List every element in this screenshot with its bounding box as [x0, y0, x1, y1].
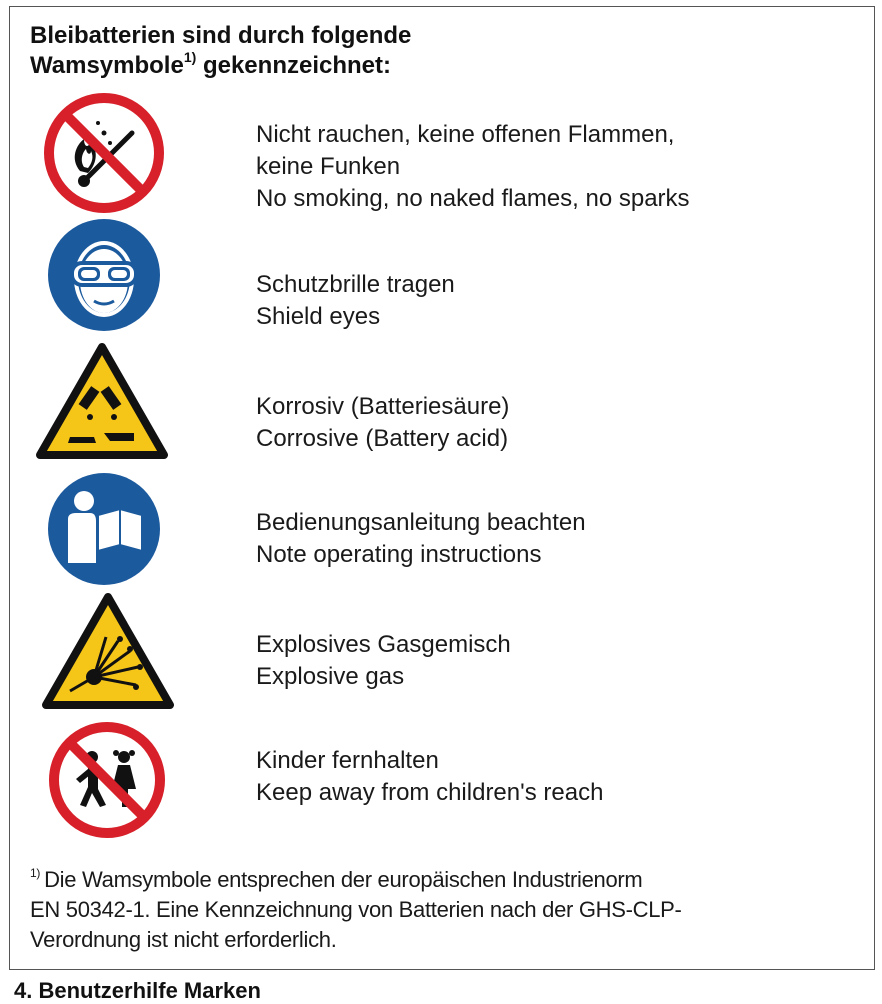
footnote-text: Die Wamsymbole entsprechen der europäischen Industrienorm: [44, 867, 643, 892]
footnote-line-2: EN 50342-1. Eine Kennzeichnung von Batterien nach der GHS-CLP-: [30, 897, 682, 922]
footnote-marker: 1): [30, 865, 41, 880]
sign-text-line: Corrosive (Battery acid): [256, 425, 509, 452]
footnote-line-3: Verordnung ist nicht erforderlich.: [30, 927, 337, 952]
heading-word: Wamsymbole: [30, 52, 184, 79]
panel-heading: [30, 21, 411, 81]
sign-text-explosive-gas: [256, 629, 511, 693]
heading-footnote-marker: 1): [183, 49, 197, 65]
footnote-line-1: [30, 865, 682, 895]
eye-protection-icon: [46, 217, 162, 333]
warning-symbols-panel: [9, 6, 875, 970]
sign-text-read-manual: [256, 507, 586, 571]
sign-text-line: keine Funken: [256, 153, 401, 180]
footnote: [30, 865, 682, 955]
explosive-warning-icon: [40, 591, 176, 711]
sign-text-line: Nicht rauchen, keine offenen Flammen,: [256, 121, 675, 148]
sign-text-line: Explosives Gasgemisch: [256, 631, 511, 658]
keep-children-away-icon: [48, 721, 166, 839]
sign-text-line: Note operating instructions: [256, 541, 542, 568]
no-smoking-flames-icon: [44, 93, 164, 213]
sign-text-no-smoking: [256, 119, 690, 215]
sign-text-eye-protection: [256, 269, 455, 333]
heading-line-1: Bleibatterien sind durch folgende: [30, 22, 412, 49]
corrosive-warning-icon: [34, 341, 170, 461]
sign-text-corrosive: [256, 391, 509, 455]
sign-text-line: Schutzbrille tragen: [256, 271, 455, 298]
read-manual-icon: [46, 471, 162, 587]
sign-text-line: Shield eyes: [256, 303, 381, 330]
sign-text-keep-children-away: [256, 745, 603, 809]
sign-text-line: Keep away from children's reach: [256, 779, 604, 806]
heading-suffix: gekennzeichnet:: [196, 52, 391, 79]
sign-text-line: Explosive gas: [256, 663, 405, 690]
sign-text-line: Korrosiv (Batteriesäure): [256, 393, 510, 420]
next-section-heading-cutoff: 4. Benutzerhilfe Marken: [14, 978, 261, 1003]
sign-text-line: No smoking, no naked flames, no sparks: [256, 185, 690, 212]
sign-text-line: Kinder fernhalten: [256, 747, 439, 774]
sign-text-line: Bedienungsanleitung beachten: [256, 509, 586, 536]
heading-line-2: [30, 51, 411, 81]
